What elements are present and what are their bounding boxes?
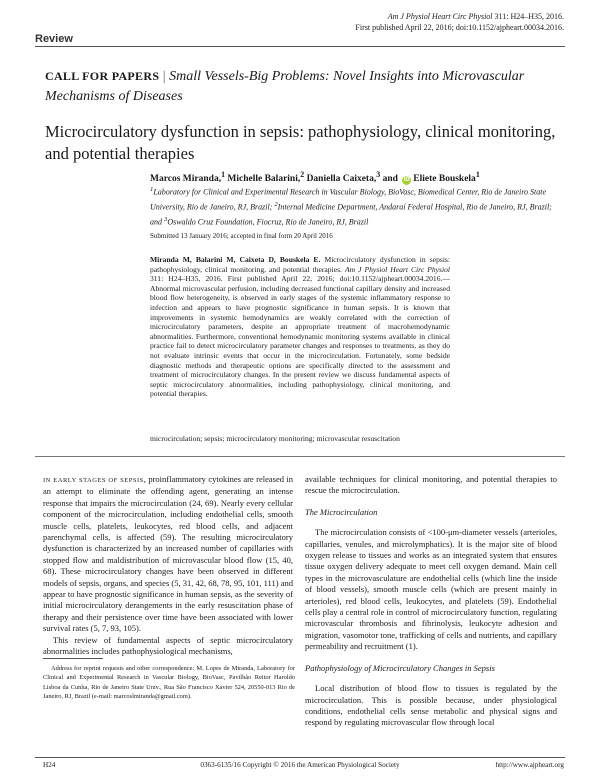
- intro-continuation: available techniques for clinical monitoring, and potential therapies to rescue the microcirculation.: [305, 474, 557, 496]
- section-label: Review: [35, 33, 73, 45]
- footer-rule: [35, 757, 565, 758]
- section-heading-microcirculation: The Microcirculation: [305, 506, 378, 517]
- footnote-rule: [43, 658, 103, 659]
- affil-3: Oswaldo Cruz Foundation, Fiocruz, Rio de Janeiro, RJ, Brazil: [167, 217, 369, 227]
- article-title: Microcirculatory dysfunction in sepsis: pathophysiology, clinical monitoring, and potential therapies: [45, 122, 556, 163]
- author-1-affil: 1: [221, 170, 226, 179]
- author-4: Eliete Bouskela: [413, 174, 476, 185]
- header-rule: [35, 46, 565, 47]
- journal-url[interactable]: http://www.ajpheart.org: [495, 761, 564, 769]
- microcirculation-paragraph: The microcirculation consists of <100-μm-diameter vessels (arterioles, capillaries, venules, and microlymphatics). It is the major site of blood oxygen release to tissues and works as an integrated system that ensures tissue oxygen delivery adequate to meet cell oxygen demand. Main cell types in the microvasculature are endothelial cells (which line the inside of blood vessels), smooth muscle cells (which are present mainly in arterioles), red blood cells, leukocytes, and platelets (59). Endothelial cells play a central role in control of microcirculatory function, regulating microvascular thrombosis and fibrinolysis, leukocyte adhesion and migration, vasomotor tone, trafficking of cells and nutrients, and capillary permeability and recruitment (1).: [305, 527, 557, 652]
- body-left-column: [43, 474, 293, 658]
- copyright-line: 0363-6135/16 Copyright © 2016 the American Physiological Society: [200, 761, 400, 769]
- affil-1-mark: 1: [150, 186, 154, 193]
- cfp-topic: Small Vessels-Big Problems: Novel Insights into Microvascular Mechanisms of Diseases: [45, 69, 525, 104]
- call-for-papers: [45, 66, 565, 107]
- affil-3-mark: 3: [164, 215, 168, 223]
- affil-1: Laboratory for Clinical and Experimental Research in Vascular Biology, BioVasc, Biomedical Center, Rio de Janeiro State University, Rio de Janeiro, RJ, Brazil;: [150, 187, 547, 212]
- journal-name: Am J Physiol Heart Circ Physiol: [387, 12, 493, 21]
- keywords: microcirculation; sepsis; microcirculatory monitoring; microvascular resuscitation: [150, 434, 400, 443]
- author-4-affil: 1: [475, 170, 480, 179]
- author-3: Daniella Caixeta,: [304, 174, 377, 185]
- author-3-affil: 3: [376, 170, 381, 179]
- body-right-column: [305, 474, 557, 729]
- author-and: and: [380, 174, 401, 185]
- journal-header: [355, 11, 564, 33]
- author-1: Marcos Miranda,: [150, 174, 222, 185]
- author-list: [150, 170, 480, 185]
- abstract-body: 311: H24–H35, 2016. First published April 22, 2016; doi:10.1152/ajpheart.00034.2016.—Abnormal microvascular perfusion, including decreased functional capillary density and increased blood flow heterogeneity, is observed in early stages of the systemic inflammatory response to infection and appears to have prognostic significance in human sepsis. It is known that improvements in systemic hemodynamics are weakly correlated with the correction of microcirculatory parameters, despite an appropriate treatment of macrohemodynamic abnormalities. Furthermore, conventional hemodynamic monitoring systems available in clinical practice fail to detect microcirculatory parameter changes and responses to treatments, as they do not evaluate intrinsic events that occur in the microcirculation. Fortunately, some bedside diagnostic methods and therapeutic options are specifically directed to the assessment and treatment of microcirculatory changes. In the present review we discuss fundamental aspects of septic microcirculatory abnormalities, including pathophysiology, clinical monitoring, and potential therapies.: [150, 274, 450, 399]
- abstract-cite-title: Microcirculatory dysfunction in sepsis: pathophysiology, clinical monitoring, and potential therapies.: [150, 255, 450, 274]
- first-published: First published April 22, 2016; doi:10.1152/ajpheart.00034.2016.: [355, 23, 564, 32]
- submission-dates: Submitted 13 January 2016; accepted in final form 20 April 2016: [150, 232, 333, 240]
- affil-2-mark: 2: [274, 200, 278, 208]
- affiliations: [150, 184, 560, 229]
- abstract-cite-journal: Am J Physiol Heart Circ Physiol: [344, 264, 450, 274]
- pathophysiology-paragraph: Local distribution of blood flow to tissues is regulated by the microcirculation. This is possible because, under physiological conditions, endothelial cells sense metabolic and physical signs and respond by regulating microvascular flow through local: [305, 683, 557, 728]
- orcid-icon[interactable]: iD: [403, 177, 410, 184]
- review-paragraph: This review of fundamental aspects of septic microcirculatory abnormalities includes pathophysiological mechanisms,: [43, 634, 293, 657]
- abstract: [150, 255, 450, 399]
- author-2-affil: 2: [300, 170, 305, 179]
- correspondence-footnote: Address for reprint requests and other correspondence: M. Lopes de Miranda, Laboratory for Clinical and Experimental Research in Vascular Biology, BioVasc, Pavilhão Reitor Haroldo Lisboa da Cunha, Rio de Janeiro State Univ., Rua São Francisco Xavier 524, 20550-013 Rio de Janeiro, RJ, Brazil (e-mail: marcoslmiranda@gmail.com).: [43, 665, 295, 700]
- intro-smallcaps: IN EARLY STAGES OF SEPSIS: [43, 477, 144, 484]
- page-number: H24: [43, 761, 56, 769]
- abstract-divider: [35, 456, 565, 457]
- affil-2: Internal Medicine Department, Andaraí Federal Hospital, Rio de Janeiro, RJ, Brazil; and: [150, 202, 552, 227]
- author-2: Michelle Balarini,: [225, 174, 301, 185]
- cfp-lead: CALL FOR PAPERS: [45, 69, 160, 83]
- journal-cite: 311: H24–H35, 2016.: [492, 12, 564, 21]
- section-heading-pathophysiology: Pathophysiology of Microcirculatory Changes in Sepsis: [305, 662, 495, 673]
- cfp-separator: |: [162, 69, 166, 84]
- abstract-cite-authors: Miranda M, Balarini M, Caixeta D, Bouskela E.: [150, 255, 321, 264]
- intro-paragraph: , proinflammatory cytokines are released in an attempt to eliminate the offending agent, generating an intense response that impairs the microcirculation (24, 69). Nearly every cellular component of the microcirculation, including endothelial cells, smooth muscle cells, platelets, leukocytes, red blood cells, and adjacent parenchymal cells, is affected (59). The resulting microcirculatory dysfunction is characterized by an increased number of capillaries with stopped flow and maldistribution of microvascular blood flow (15, 40, 68). These microcirculatory changes have been observed in different models of sepsis, organs, and species (5, 31, 42, 68, 78, 95, 101, 111) and appear to have prognostic significance in human sepsis, as the severity of initial microcirculatory derangements in the early resuscitation phase of therapy and their persistence over time have been associated with lower survival rates (5, 7, 93, 105).: [43, 474, 293, 634]
